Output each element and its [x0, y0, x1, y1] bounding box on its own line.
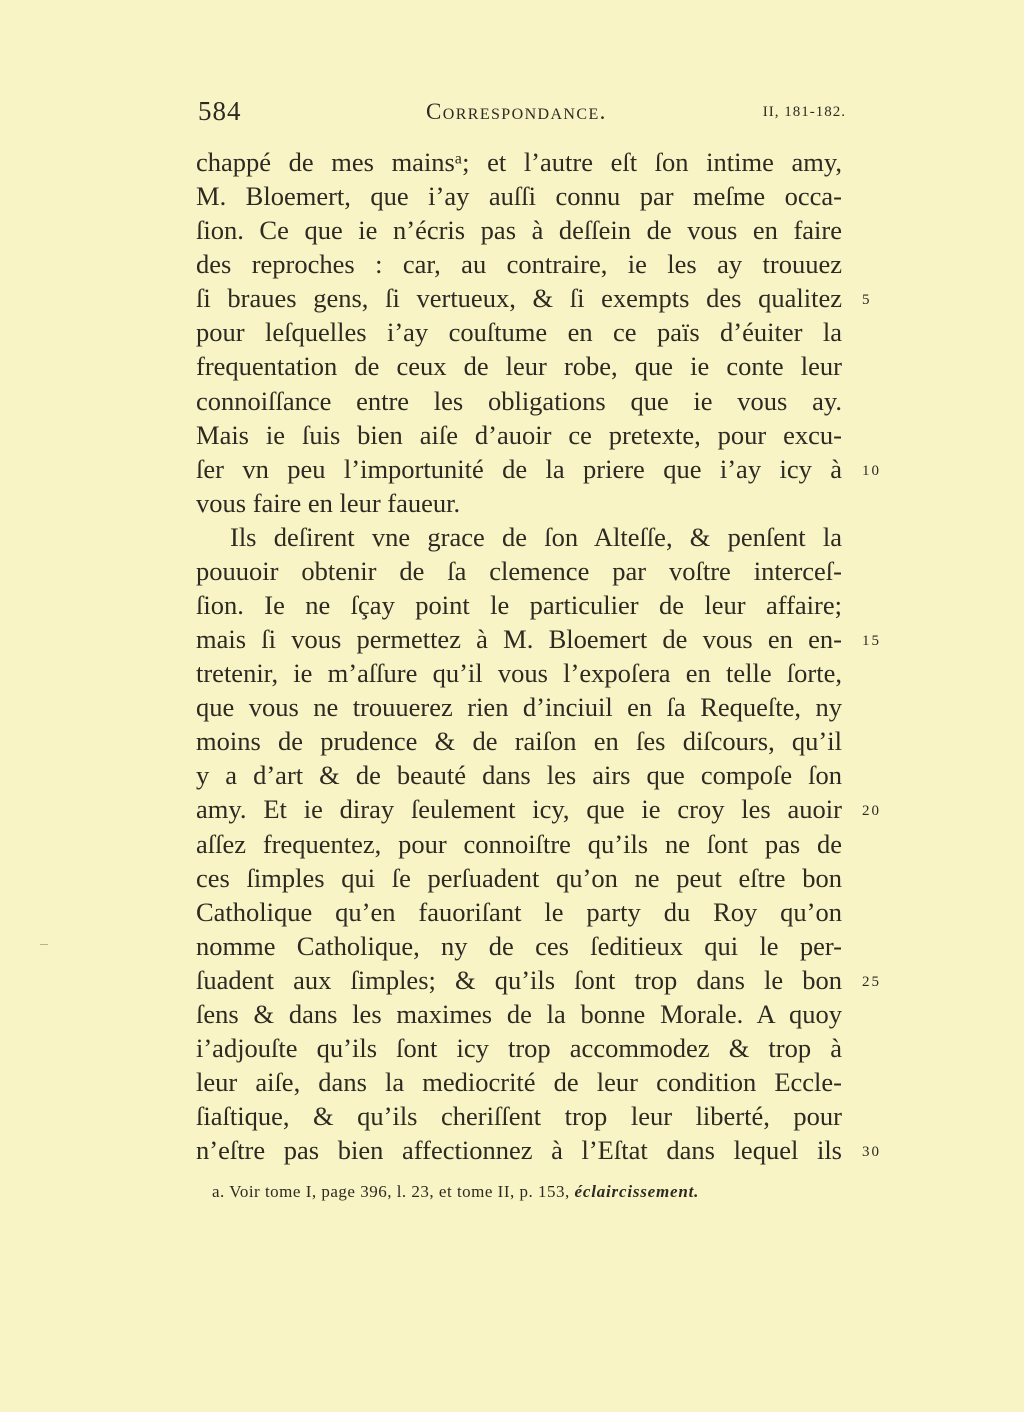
text-line: [196, 690, 842, 724]
text-line: [196, 1031, 842, 1065]
text-line: [196, 247, 842, 281]
line-text: ſiaſtique, & qu’ils cheriſſent trop leur liberté, pour: [196, 1101, 842, 1132]
line-text: mais ſi vous permettez à M. Bloemert de vous en en-: [196, 624, 842, 655]
line-text: ſuadent aux ſimples; & qu’ils ſont trop dans le bon: [196, 964, 842, 995]
running-title: Correspondance.: [426, 99, 607, 124]
line-number: 30: [862, 1144, 881, 1161]
body-text: [196, 145, 881, 1167]
text-line: [196, 622, 881, 656]
text-line: [196, 997, 842, 1031]
line-text: connoiſſance entre les obligations que ie vous ay.: [196, 385, 842, 416]
text-line: [196, 895, 842, 929]
margin-mark: [40, 944, 48, 945]
text-line: [196, 724, 842, 758]
text-line: [196, 452, 881, 486]
text-line: [196, 1133, 881, 1167]
text-line: [196, 1065, 842, 1099]
line-text: M. Bloemert, que i’ay auſſi connu par meſme occa-: [196, 181, 842, 212]
line-text: ſion. Ie ne ſçay point le particulier de leur affaire;: [196, 590, 842, 621]
text-line: [196, 281, 872, 315]
line-text: vous faire en leur faueur.: [196, 487, 461, 518]
page-number: 584: [198, 96, 242, 126]
text-line: [196, 213, 842, 247]
line-number: 5: [862, 292, 872, 309]
text-line: [196, 554, 842, 588]
line-text: amy. Et ie diray ſeulement icy, que ie croy les auoir: [196, 794, 842, 825]
footnote-text: a. Voir tome I, page 396, l. 23, et tome II, p. 153,: [212, 1182, 575, 1201]
text-line: [196, 315, 842, 349]
line-number: 10: [862, 462, 881, 479]
line-number: 15: [862, 633, 881, 650]
line-text: pour leſquelles i’ay couſtume en ce païs d’éuiter la: [196, 317, 842, 348]
line-text: que vous ne trouuerez rien d’inciuil en ſa Requeſte, ny: [196, 692, 842, 723]
text-line: [196, 758, 842, 792]
text-line: [196, 384, 842, 418]
text-line: [196, 179, 842, 213]
line-text: des reproches : car, au contraire, ie les ay trouuez: [196, 249, 842, 280]
text-line: [196, 588, 842, 622]
line-text: Mais ie ſuis bien aiſe d’auoir ce pretexte, pour excu-: [196, 419, 842, 450]
line-text: pouuoir obtenir de ſa clemence par voſtre interceſ-: [196, 555, 842, 586]
line-text: y a d’art & de beauté dans les airs que compoſe ſon: [196, 760, 842, 791]
text-line: [196, 486, 842, 520]
footnote: [212, 1182, 699, 1202]
page-header: [196, 96, 848, 136]
text-line: [196, 792, 881, 826]
line-text: frequentation de ceux de leur robe, que ie conte leur: [196, 351, 842, 382]
text-line: [196, 827, 842, 861]
line-text: ſion. Ce que ie n’écris pas à deſſein de vous en faire: [196, 215, 842, 246]
line-text: chappé de mes mainsᵃ; et l’autre eſt ſon intime amy,: [196, 147, 842, 177]
line-text: nomme Catholique, ny de ces ſeditieux qui le per-: [196, 930, 842, 961]
line-number: 25: [862, 973, 881, 990]
line-text: moins de prudence & de raiſon en ſes diſcours, qu’il: [196, 726, 842, 757]
line-text: ſi braues gens, ſi vertueux, & ſi exempts des qualitez: [196, 283, 842, 314]
line-text: tretenir, ie m’aſſure qu’il vous l’expoſera en telle ſorte,: [196, 658, 842, 689]
line-text: leur aiſe, dans la mediocrité de leur condition Eccle-: [196, 1067, 842, 1098]
text-line: [196, 929, 842, 963]
line-text: n’eſtre pas bien affectionnez à l’Eſtat dans lequel ils: [196, 1135, 842, 1166]
text-line: [196, 861, 842, 895]
line-text: ces ſimples qui ſe perſuadent qu’on ne peut eſtre bon: [196, 862, 842, 893]
text-line: [196, 520, 842, 554]
line-text: ſens & dans les maximes de la bonne Morale. A quoy: [196, 998, 842, 1029]
text-line: [196, 1099, 842, 1133]
text-line: [196, 963, 881, 997]
footnote-emphasis: éclaircissement.: [574, 1182, 700, 1201]
text-line: [196, 349, 842, 383]
line-text: Ils deſirent vne grace de ſon Alteſſe, & penſent la: [230, 521, 842, 552]
line-text: i’adjouſte qu’ils ſont icy trop accommodez & trop à: [196, 1033, 842, 1064]
line-text: aſſez frequentez, pour connoiſtre qu’ils ne ſont pas de: [196, 828, 842, 859]
header-reference: II, 181-182.: [762, 104, 846, 120]
text-line: [196, 656, 842, 690]
line-text: ſer vn peu l’importunité de la priere que i’ay icy à: [196, 453, 842, 484]
text-line: [196, 145, 842, 179]
line-text: Catholique qu’en fauoriſant le party du Roy qu’on: [196, 896, 842, 927]
text-line: [196, 418, 842, 452]
line-number: 20: [862, 803, 881, 820]
